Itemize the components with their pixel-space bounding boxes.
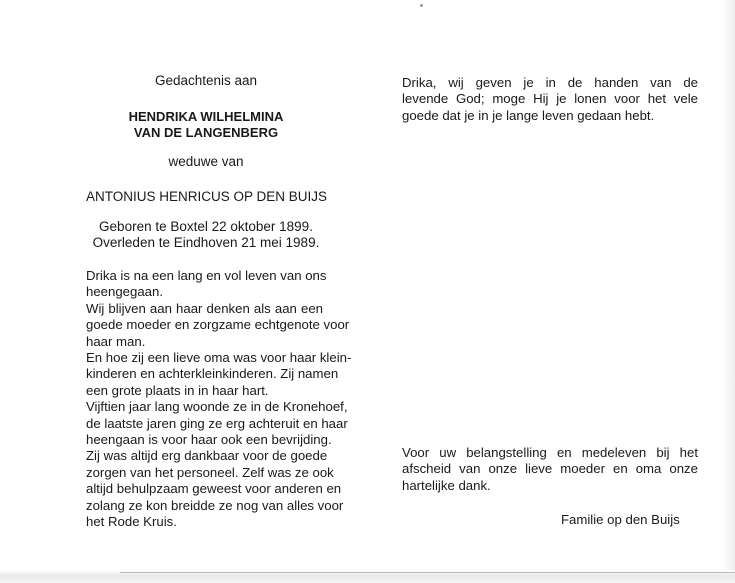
- widow-of-label: weduwe van: [168, 154, 244, 169]
- paper-speck: [420, 4, 423, 7]
- thanks-text-line: afscheid van onze lieve moeder en oma onze: [402, 461, 698, 477]
- life-text-line: Vijftien jaar lang woonde ze in de Kronehoef,: [86, 399, 348, 415]
- life-text-line: kinderen en achterkleinkinderen. Zij namen: [86, 366, 339, 382]
- life-text-line: Zij was altijd erg dankbaar voor de goede: [86, 448, 328, 464]
- life-text-line: zolang ze kon breidde ze nog van alles voor: [86, 497, 344, 513]
- thanks-text-line: hartelijke dank.: [402, 477, 491, 493]
- scan-edge-line: [120, 572, 735, 573]
- life-text-line: heengaan is voor haar ook een bevrijding.: [86, 432, 332, 448]
- thanks-text: [402, 445, 698, 494]
- life-text-line: de laatste jaren ging ze erg achteruit en haar: [86, 415, 348, 431]
- life-text-line: Drika is na een lang en vol leven van ons: [86, 268, 327, 283]
- prayer-text-line: goede dat je in je lange leven gedaan hebt.: [402, 107, 655, 123]
- deceased-name-line-2: VAN DE LANGENBERG: [133, 125, 279, 140]
- prayer-text-line: levende God; moge Hij je lonen voor het vele: [402, 91, 698, 107]
- life-text-line: altijd behulpzaam geweest voor anderen en: [86, 481, 342, 497]
- life-text-line: En hoe zij een lieve oma was voor haar klein-: [86, 350, 352, 366]
- life-text-line: Wij blijven aan haar denken als aan een: [86, 300, 323, 316]
- scan-edge-right: [722, 0, 735, 583]
- thanks-text-line: Voor uw belangstelling en medeleven bij het: [402, 445, 698, 460]
- in-memory-heading: Gedachtenis aan: [154, 73, 258, 88]
- life-text-line: goede moeder en zorgzame echtgenote voor: [86, 317, 350, 333]
- deceased-name-line-1: HENDRIKA WILHELMINA: [128, 109, 284, 124]
- prayer-text-line: Drika, wij geven je in de handen van de: [402, 75, 698, 90]
- life-text-line: het Rode Kruis.: [86, 514, 177, 530]
- death-line: Overleden te Eindhoven 21 mei 1989.: [92, 235, 320, 250]
- life-text-line: heengegaan.: [86, 284, 164, 300]
- life-text: [86, 268, 352, 531]
- life-text-line: haar man.: [86, 333, 146, 349]
- family-signature: Familie op den Buijs: [561, 512, 680, 527]
- husband-name: ANTONIUS HENRICUS OP DEN BUIJS: [86, 189, 328, 204]
- life-text-line: een grote plaats in in haar hart.: [86, 382, 269, 398]
- life-text-line: zorgen van het personeel. Zelf was ze ook: [86, 464, 334, 480]
- prayer-text: [402, 75, 698, 124]
- birth-line: Geboren te Boxtel 22 oktober 1899.: [99, 219, 313, 234]
